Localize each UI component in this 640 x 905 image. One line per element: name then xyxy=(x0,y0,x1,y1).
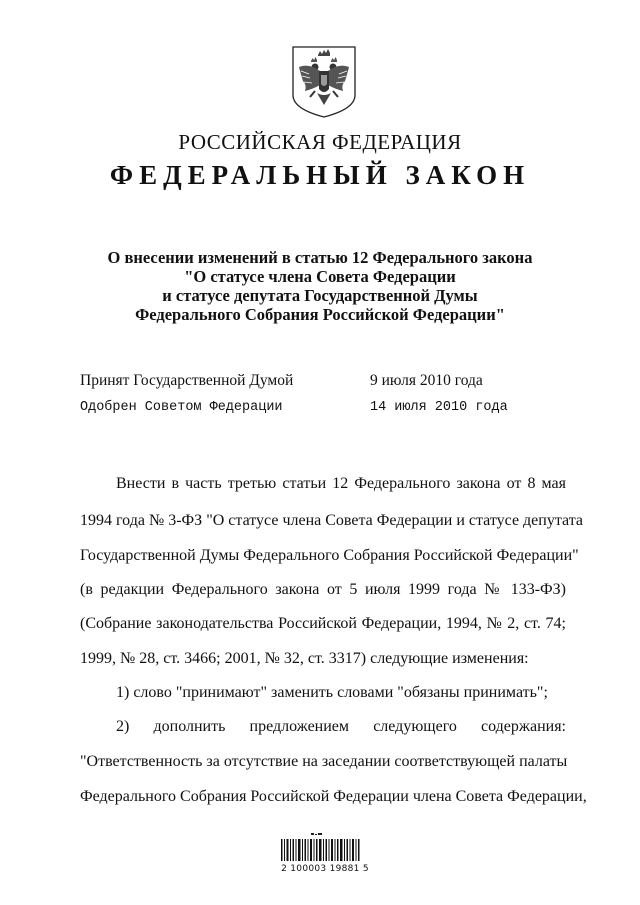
body-line: Федерального Собрания Российской Федерации члена Совета Федерации, xyxy=(80,788,587,805)
barcode-icon xyxy=(281,833,361,883)
adoption-duma-date: 9 июля 2010 года xyxy=(370,372,483,389)
body-line: 1999, № 28, ст. 3466; 2001, № 32, ст. 3317) следующие изменения: xyxy=(80,650,529,667)
law-title xyxy=(60,248,580,324)
coat-of-arms-icon xyxy=(291,45,357,119)
adoption-duma xyxy=(80,372,560,390)
adoption-council-date: 14 июля 2010 года xyxy=(370,400,508,415)
law-title-line: О внесении изменений в статью 12 Федерального закона xyxy=(107,248,533,267)
adoption-council-label: Одобрен Советом Федерации xyxy=(80,400,283,415)
adoption-council xyxy=(80,400,560,415)
body-line: 1) слово "принимают" заменить словами "обязаны принимать"; xyxy=(116,684,548,701)
country-name: РОССИЙСКАЯ ФЕДЕРАЦИЯ xyxy=(178,130,462,154)
body-line: 2) дополнить предложением следующего содержания: xyxy=(116,718,566,735)
body-line: (в редакции Федерального закона от 5 июля 1999 года № 133-ФЗ) xyxy=(80,581,566,598)
barcode-number: 2 100003 19881 5 xyxy=(281,864,369,874)
law-title-line: Федерального Собрания Российской Федерации" xyxy=(135,305,505,324)
body-line: "Ответственность за отсутствие на заседании соответствующей палаты xyxy=(80,753,568,770)
adoption-duma-label: Принят Государственной Думой xyxy=(80,372,294,389)
law-title-line: и статусе депутата Государственной Думы xyxy=(162,286,478,305)
body-line: (Собрание законодательства Российской Федерации, 1994, № 2, ст. 74; xyxy=(80,615,566,632)
body-line: 1994 года № 3-ФЗ "О статусе члена Совета Федерации и статусе депутата xyxy=(80,512,584,529)
document-type: ФЕДЕРАЛЬНЫЙ ЗАКОН xyxy=(109,160,531,190)
body-line: Государственной Думы Федерального Собрания Российской Федерации" xyxy=(80,547,579,564)
body-line: Внести в часть третью статьи 12 Федерального закона от 8 мая xyxy=(116,475,566,492)
law-title-line: "О статусе члена Совета Федерации xyxy=(184,267,456,286)
